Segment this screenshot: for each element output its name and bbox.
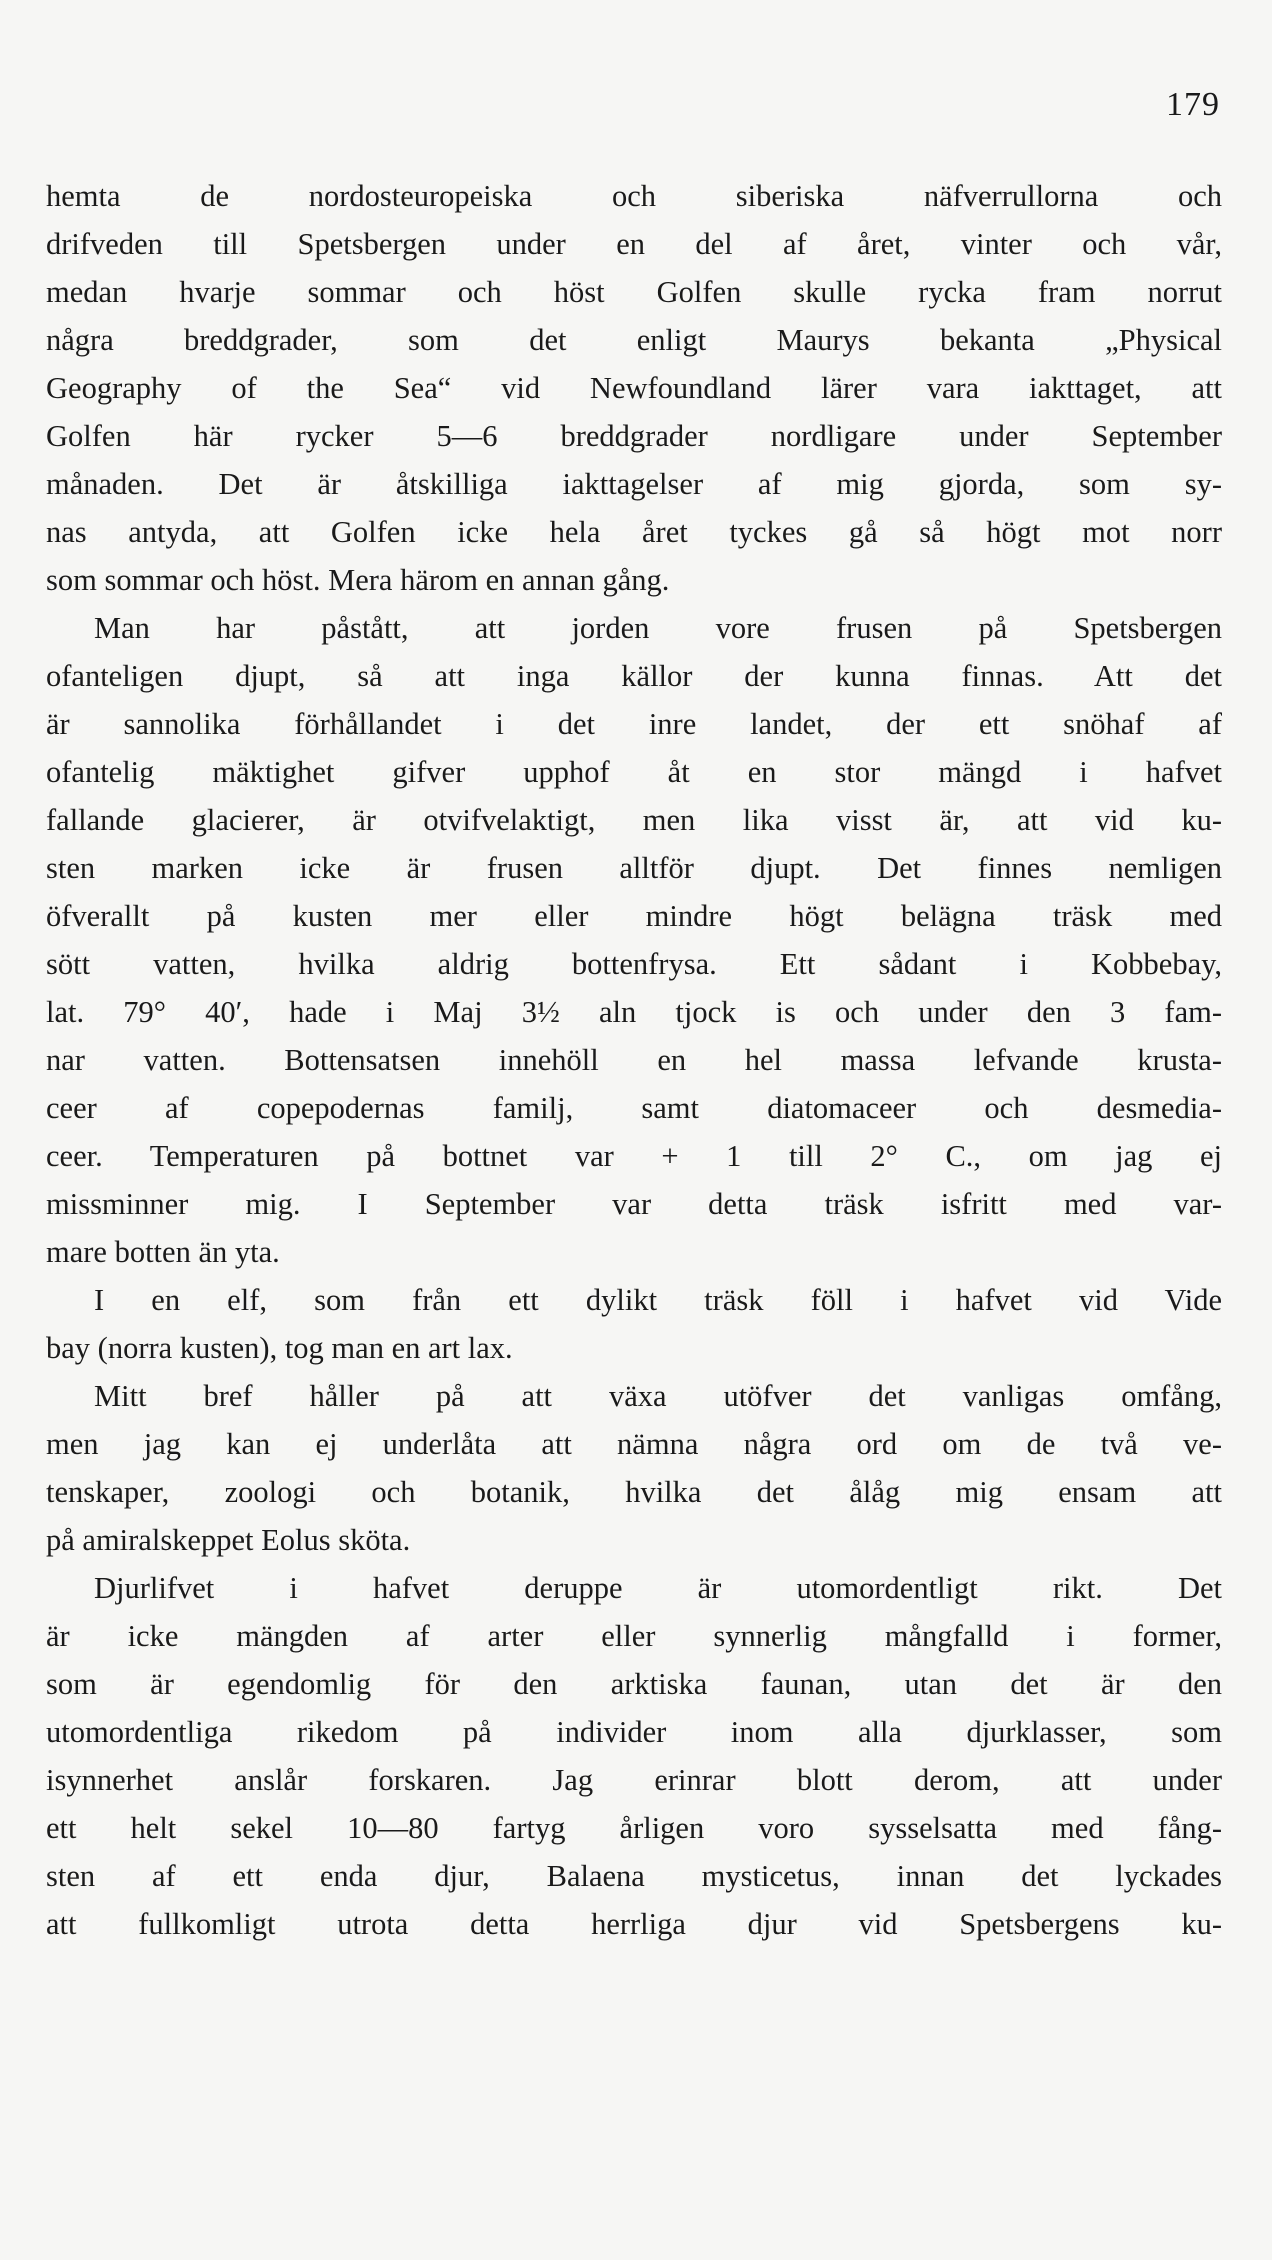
text-line: utomordentliga rikedom på individer inom alla djurklasser, som <box>46 1715 1222 1749</box>
body-text <box>46 172 1222 1948</box>
text-line: är sannolika förhållandet i det inre landet, der ett snöhaf af <box>46 707 1222 741</box>
text-line: mare botten än yta. <box>46 1235 280 1269</box>
text-line: ofanteligen djupt, så att inga källor der kunna finnas. Att det <box>46 659 1222 693</box>
text-line: några breddgrader, som det enligt Maurys bekanta „Physical <box>46 323 1222 357</box>
text-line: Mitt bref håller på att växa utöfver det vanligas omfång, <box>94 1379 1222 1413</box>
text-line: sten marken icke är frusen alltför djupt. Det finnes nemligen <box>46 851 1222 885</box>
text-line: som sommar och höst. Mera härom en annan gång. <box>46 563 670 597</box>
text-line: ett helt sekel 10—80 fartyg årligen voro sysselsatta med fång- <box>46 1811 1222 1845</box>
text-line: hemta de nordosteuropeiska och siberiska näfverrullorna och <box>46 179 1222 213</box>
text-line: Golfen här rycker 5—6 breddgrader nordligare under September <box>46 419 1222 453</box>
text-line: som är egendomlig för den arktiska faunan, utan det är den <box>46 1667 1222 1701</box>
text-line: tenskaper, zoologi och botanik, hvilka det ålåg mig ensam att <box>46 1475 1222 1509</box>
text-line: Geography of the Sea“ vid Newfoundland lärer vara iakttaget, att <box>46 371 1222 405</box>
text-line: öfverallt på kusten mer eller mindre högt belägna träsk med <box>46 899 1222 933</box>
text-line: isynnerhet anslår forskaren. Jag erinrar blott derom, att under <box>46 1763 1222 1797</box>
text-line: I en elf, som från ett dylikt träsk föll i hafvet vid Vide <box>94 1283 1222 1317</box>
text-line: Djurlifvet i hafvet deruppe är utomordentligt rikt. Det <box>94 1571 1222 1605</box>
text-line: är icke mängden af arter eller synnerlig mångfalld i former, <box>46 1619 1222 1653</box>
text-line: nar vatten. Bottensatsen innehöll en hel massa lefvande krusta- <box>46 1043 1222 1077</box>
text-line: på amiralskeppet Eolus sköta. <box>46 1523 411 1557</box>
text-line: sött vatten, hvilka aldrig bottenfrysa. Ett sådant i Kobbebay, <box>46 947 1222 981</box>
text-line: sten af ett enda djur, Balaena mysticetus, innan det lyckades <box>46 1859 1222 1893</box>
text-line: drifveden till Spetsbergen under en del af året, vinter och vår, <box>46 227 1222 261</box>
text-line: bay (norra kusten), tog man en art lax. <box>46 1331 513 1365</box>
text-line: Man har påstått, att jorden vore frusen på Spetsbergen <box>94 611 1222 645</box>
text-line: men jag kan ej underlåta att nämna några ord om de två ve- <box>46 1427 1222 1461</box>
text-line: nas antyda, att Golfen icke hela året tyckes gå så högt mot norr <box>46 515 1222 549</box>
page-number: 179 <box>1166 86 1220 123</box>
text-line: att fullkomligt utrota detta herrliga djur vid Spetsbergens ku- <box>46 1907 1222 1941</box>
text-line: ceer af copepodernas familj, samt diatomaceer och desmedia- <box>46 1091 1222 1125</box>
text-line: månaden. Det är åtskilliga iakttagelser af mig gjorda, som sy- <box>46 467 1222 501</box>
text-line: ofantelig mäktighet gifver upphof åt en stor mängd i hafvet <box>46 755 1222 789</box>
text-line: ceer. Temperaturen på bottnet var + 1 till 2° C., om jag ej <box>46 1139 1222 1173</box>
text-line: lat. 79° 40′, hade i Maj 3½ aln tjock is och under den 3 fam- <box>46 995 1222 1029</box>
text-line: medan hvarje sommar och höst Golfen skulle rycka fram norrut <box>46 275 1222 309</box>
text-line: missminner mig. I September var detta träsk isfritt med var- <box>46 1187 1222 1221</box>
text-line: fallande glacierer, är otvifvelaktigt, men lika visst är, att vid ku- <box>46 803 1222 837</box>
